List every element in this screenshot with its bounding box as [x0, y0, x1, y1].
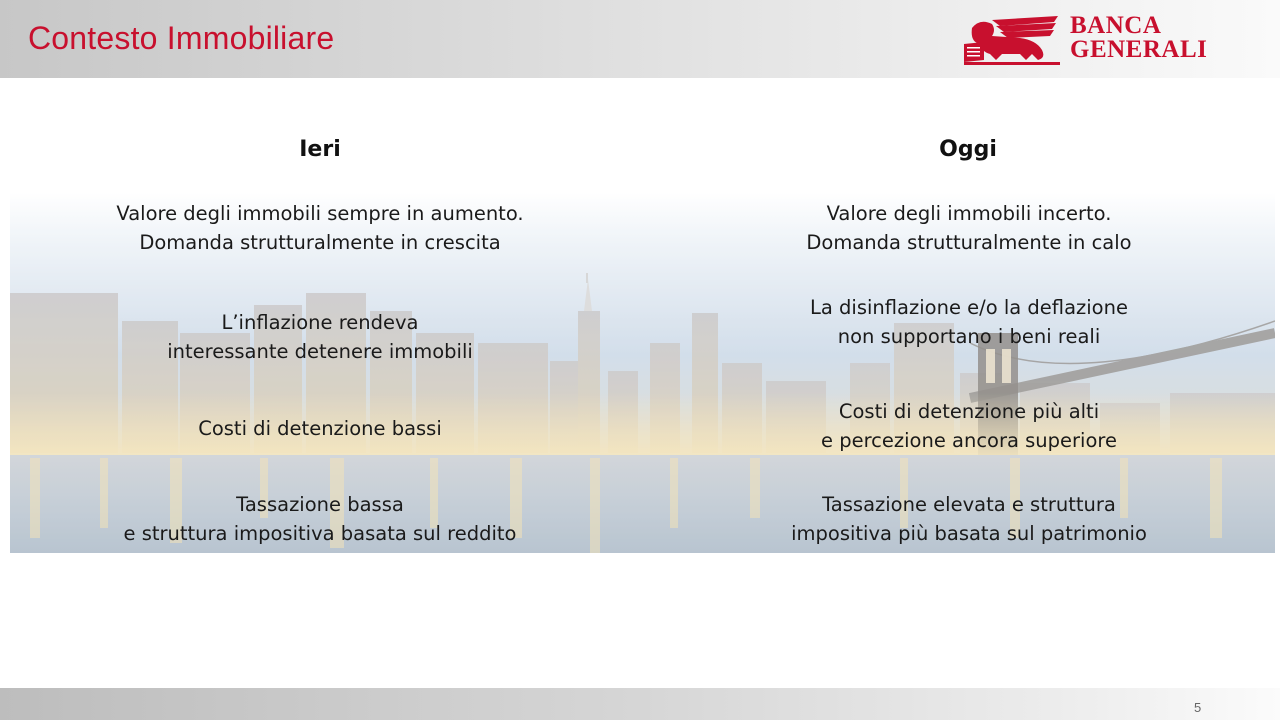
ieri-item-valore: Valore degli immobili sempre in aumento. Domanda strutturalmente in crescita — [116, 202, 524, 254]
column-heading-oggi: Oggi — [939, 137, 997, 162]
logo-line-1: BANCA — [1070, 12, 1162, 39]
logo-line-2: GENERALI — [1070, 36, 1208, 63]
oggi-item-valore: Valore degli immobili incerto. Domanda strutturalmente in calo — [806, 202, 1132, 254]
slide-title: Contesto Immobiliare — [28, 20, 335, 56]
oggi-item-tassazione: Tassazione elevata e struttura impositiva più basata sul patrimonio — [791, 493, 1147, 545]
oggi-item-costi: Costi di detenzione più alti e percezione ancora superiore — [821, 400, 1117, 452]
oggi-item-disinflazione: La disinflazione e/o la deflazione non supportano i beni reali — [810, 296, 1128, 348]
logo-text — [1070, 14, 1207, 62]
ieri-item-tassazione: Tassazione bassa e struttura impositiva basata sul reddito — [123, 493, 517, 545]
ieri-item-inflazione: L’inflazione rendeva interessante detenere immobili — [167, 311, 473, 363]
page-number: 5 — [1194, 700, 1202, 715]
column-heading-ieri: Ieri — [299, 137, 341, 162]
footer-bar — [0, 688, 1280, 720]
winged-lion-icon — [962, 14, 1062, 66]
ieri-item-costi: Costi di detenzione bassi — [198, 417, 442, 440]
logo — [962, 14, 1222, 66]
